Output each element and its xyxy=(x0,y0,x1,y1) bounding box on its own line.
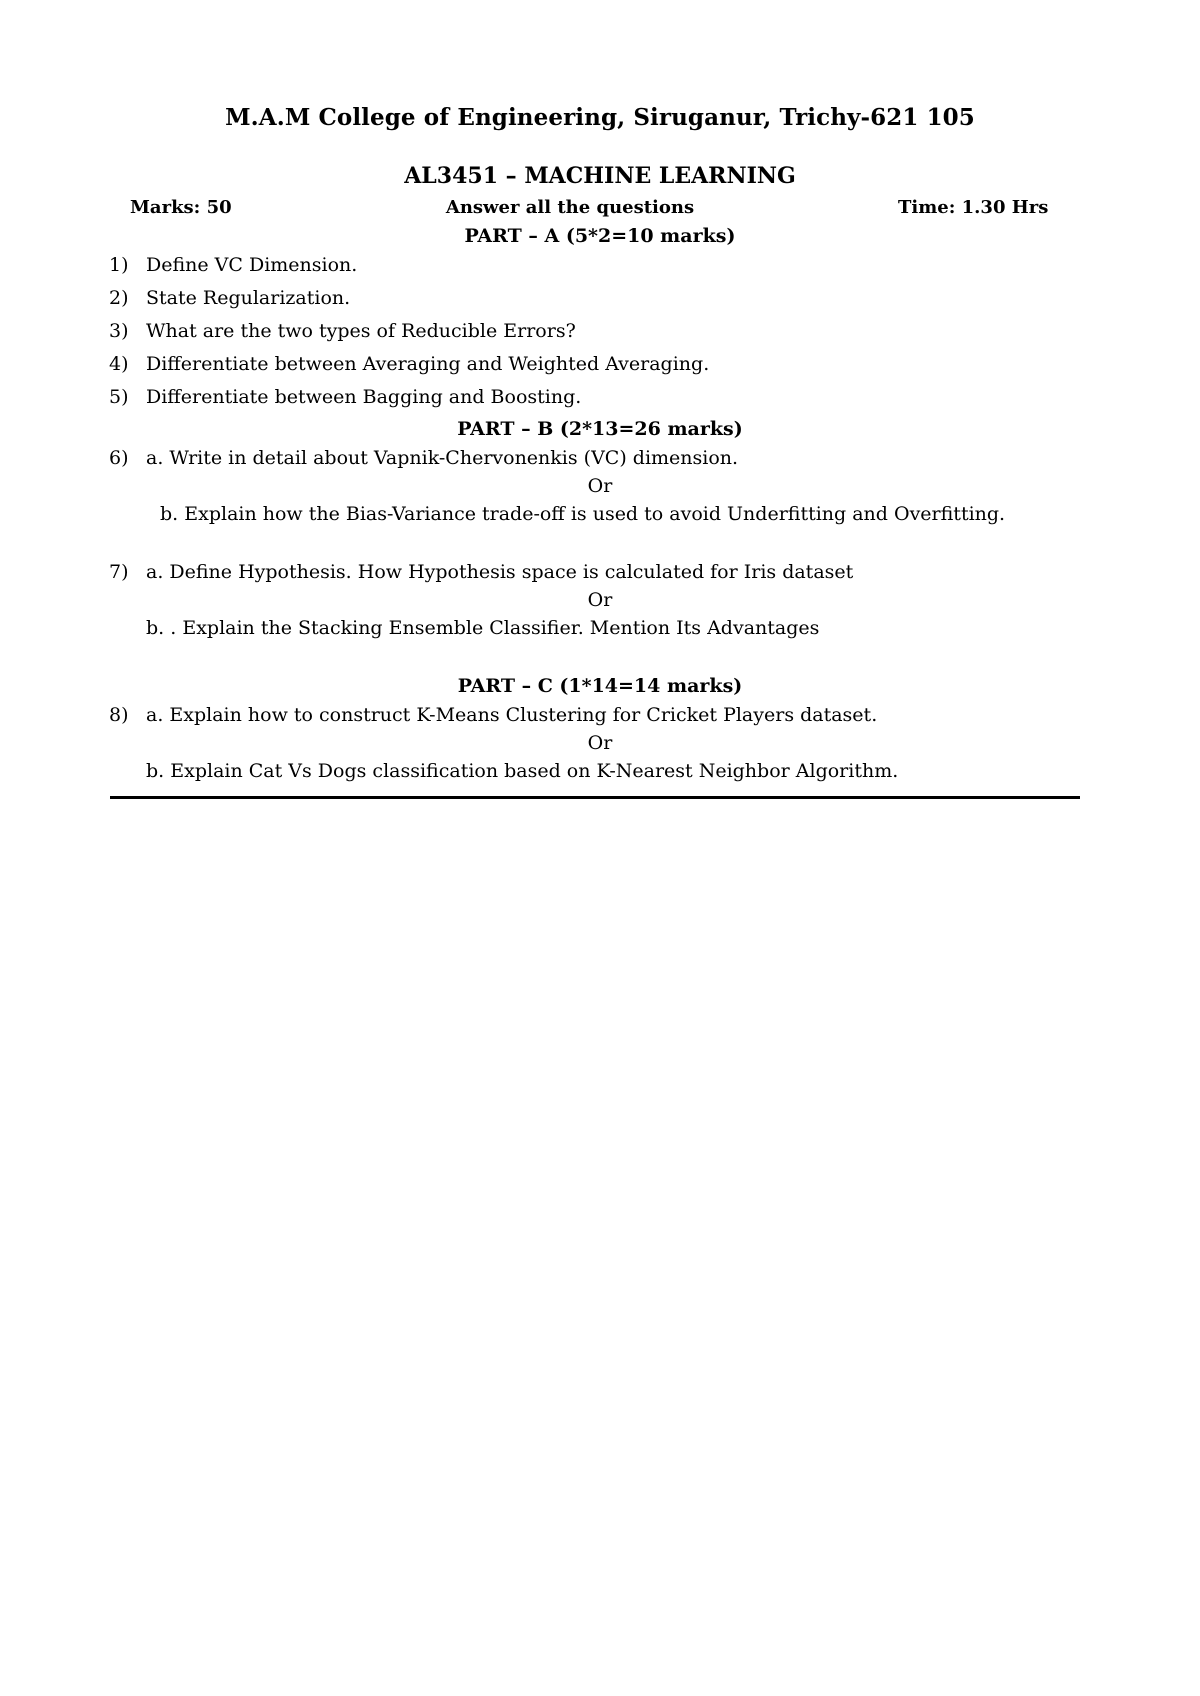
part-b-heading: PART – B (2*13=26 marks) xyxy=(457,418,743,440)
question-6a: a. Write in detail about Vapnik-Chervonenkis (VC) dimension. xyxy=(146,447,739,469)
end-divider xyxy=(110,796,1080,799)
instruction: Answer all the questions xyxy=(445,197,695,218)
part-a-heading: PART – A (5*2=10 marks) xyxy=(464,225,736,247)
or-separator: Or xyxy=(587,732,613,754)
exam-duration: Time: 1.30 Hrs xyxy=(898,197,1049,218)
part-c-heading: PART – C (1*14=14 marks) xyxy=(457,675,743,697)
question-number: 2) xyxy=(109,287,129,309)
question-6b: b. Explain how the Bias-Variance trade-off is used to avoid Underfitting and Overfitting. xyxy=(160,503,1006,525)
question-text: State Regularization. xyxy=(146,287,351,309)
course-title: AL3451 – MACHINE LEARNING xyxy=(404,163,796,189)
question-number: 3) xyxy=(109,320,129,342)
question-number: 1) xyxy=(109,254,129,276)
question-number: 6) xyxy=(109,447,129,469)
question-7b: b. . Explain the Stacking Ensemble Classifier. Mention Its Advantages xyxy=(146,617,820,639)
question-text: What are the two types of Reducible Errors? xyxy=(146,320,576,342)
question-text: Define VC Dimension. xyxy=(146,254,358,276)
question-8b: b. Explain Cat Vs Dogs classification based on K-Nearest Neighbor Algorithm. xyxy=(146,760,899,782)
question-text: Differentiate between Averaging and Weighted Averaging. xyxy=(146,353,710,375)
or-separator: Or xyxy=(587,475,613,497)
college-name: M.A.M College of Engineering, Siruganur, Trichy-621 105 xyxy=(225,104,975,131)
total-marks: Marks: 50 xyxy=(130,197,232,218)
question-number: 5) xyxy=(109,386,129,408)
question-number: 7) xyxy=(109,561,129,583)
question-8a: a. Explain how to construct K-Means Clustering for Cricket Players dataset. xyxy=(146,704,878,726)
or-separator: Or xyxy=(587,589,613,611)
question-number: 4) xyxy=(109,353,129,375)
question-7a: a. Define Hypothesis. How Hypothesis space is calculated for Iris dataset xyxy=(146,561,854,583)
question-text: Differentiate between Bagging and Boosting. xyxy=(146,386,582,408)
question-number: 8) xyxy=(109,704,129,726)
